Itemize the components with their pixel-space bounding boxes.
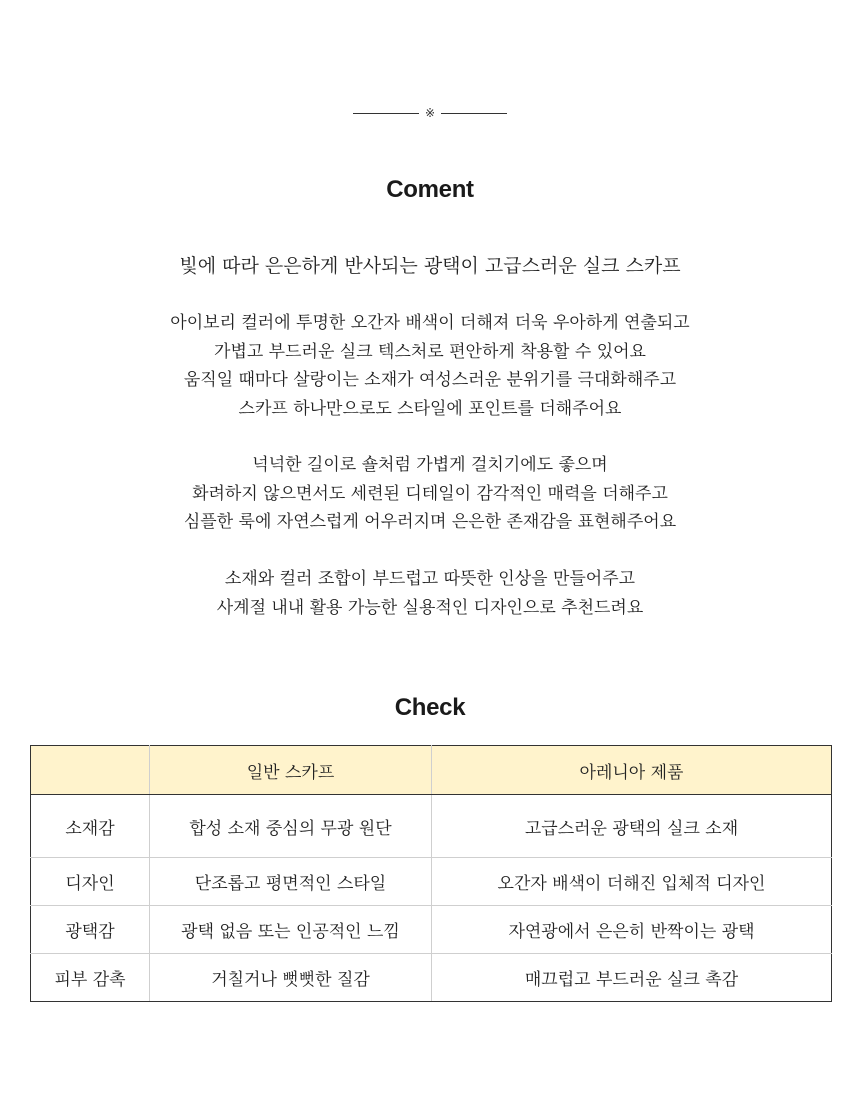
paragraph-line: 사계절 내내 활용 가능한 실용적인 디자인으로 추천드려요 bbox=[216, 597, 644, 618]
paragraph-line: 아이보리 컬러에 투명한 오간자 배색이 더해져 더욱 우아하게 연출되고 bbox=[170, 313, 690, 333]
coment-paragraph-2 bbox=[0, 451, 860, 537]
product-value: 자연광에서 은은히 반짝이는 광택 bbox=[432, 906, 832, 954]
check-title: Check bbox=[394, 694, 466, 721]
product-value: 고급스러운 광택의 실크 소재 bbox=[432, 795, 832, 858]
paragraph-line: 가볍고 부드러운 실크 텍스처로 편안하게 착용할 수 있어요 bbox=[214, 341, 646, 362]
coment-paragraph-1 bbox=[0, 309, 860, 423]
divider-line-right bbox=[441, 113, 507, 114]
paragraph-line: 넉넉한 길이로 숄처럼 가볍게 걸치기에도 좋으며 bbox=[252, 455, 608, 475]
coment-paragraph-3 bbox=[0, 565, 860, 622]
table-row bbox=[31, 954, 832, 1002]
divider-line-left bbox=[353, 113, 419, 114]
section-divider bbox=[0, 103, 860, 123]
coment-headline: 빛에 따라 은은하게 반사되는 광택이 고급스러운 실크 스카프 bbox=[179, 255, 681, 277]
table-header-row bbox=[31, 746, 832, 795]
coment-title: Coment bbox=[386, 176, 474, 203]
header-cell-empty bbox=[31, 746, 150, 795]
row-label: 소재감 bbox=[31, 795, 150, 858]
paragraph-line: 움직일 때마다 살랑이는 소재가 여성스러운 분위기를 극대화해주고 bbox=[183, 370, 677, 390]
regular-value: 단조롭고 평면적인 스타일 bbox=[150, 858, 432, 906]
paragraph-line: 심플한 룩에 자연스럽게 어우러지며 은은한 존재감을 표현해주어요 bbox=[183, 512, 677, 532]
header-cell-arenia-product: 아레니아 제품 bbox=[432, 746, 832, 795]
table-row bbox=[31, 906, 832, 954]
product-value: 매끄럽고 부드러운 실크 촉감 bbox=[432, 954, 832, 1002]
paragraph-line: 스카프 하나만으로도 스타일에 포인트를 더해주어요 bbox=[238, 398, 622, 419]
header-cell-regular-scarf: 일반 스카프 bbox=[150, 746, 432, 795]
sparkle-icon: ※ bbox=[424, 106, 436, 120]
regular-value: 거칠거나 뻣뻣한 질감 bbox=[150, 954, 432, 1002]
table-row bbox=[31, 795, 832, 858]
row-label: 광택감 bbox=[31, 906, 150, 954]
product-value: 오간자 배색이 더해진 입체적 디자인 bbox=[432, 858, 832, 906]
row-label: 피부 감촉 bbox=[31, 954, 150, 1002]
regular-value: 광택 없음 또는 인공적인 느낌 bbox=[150, 906, 432, 954]
paragraph-line: 소재와 컬러 조합이 부드럽고 따뜻한 인상을 만들어주고 bbox=[224, 569, 636, 589]
comparison-table bbox=[30, 745, 832, 1002]
regular-value: 합성 소재 중심의 무광 원단 bbox=[150, 795, 432, 858]
row-label: 디자인 bbox=[31, 858, 150, 906]
table-row bbox=[31, 858, 832, 906]
paragraph-line: 화려하지 않으면서도 세련된 디테일이 감각적인 매력을 더해주고 bbox=[192, 483, 668, 504]
